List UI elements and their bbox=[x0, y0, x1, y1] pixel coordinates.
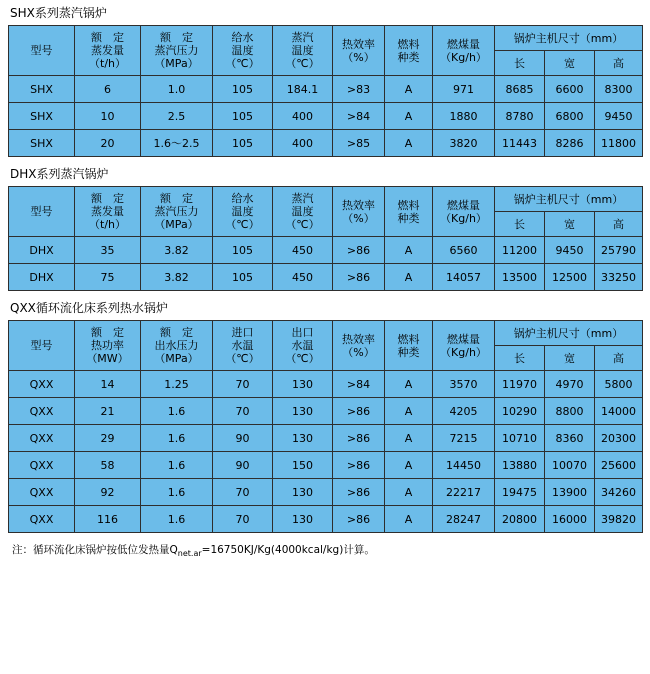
th-capacity: 额 定 蒸发量 （t/h） bbox=[75, 26, 141, 76]
cell-coal-consumption: 28247 bbox=[433, 506, 495, 533]
table-header-row bbox=[9, 321, 643, 346]
cell-efficiency: >86 bbox=[333, 479, 385, 506]
table-row bbox=[9, 425, 643, 452]
cell-coal-consumption: 14057 bbox=[433, 264, 495, 291]
cell-capacity: 6 bbox=[75, 76, 141, 103]
th-fuel-type: 燃料 种类 bbox=[385, 26, 433, 76]
cell-outlet-pressure: 1.6 bbox=[141, 425, 213, 452]
section-shx bbox=[8, 6, 642, 157]
cell-dim-width: 8286 bbox=[545, 130, 595, 157]
cell-dim-width: 6800 bbox=[545, 103, 595, 130]
cell-coal-consumption: 971 bbox=[433, 76, 495, 103]
th-dim-height: 高 bbox=[595, 51, 643, 76]
table-row bbox=[9, 103, 643, 130]
th-dim-width: 宽 bbox=[545, 51, 595, 76]
cell-dim-width: 13900 bbox=[545, 479, 595, 506]
th-feedwater-temp: 给水 温度 （℃） bbox=[213, 187, 273, 237]
cell-capacity: 10 bbox=[75, 103, 141, 130]
cell-dim-height: 25790 bbox=[595, 237, 643, 264]
cell-pressure: 3.82 bbox=[141, 264, 213, 291]
cell-feedwater-temp: 105 bbox=[213, 237, 273, 264]
cell-thermal-power: 29 bbox=[75, 425, 141, 452]
cell-outlet-water-temp: 130 bbox=[273, 479, 333, 506]
cell-fuel-type: A bbox=[385, 452, 433, 479]
section-title-qxx: QXX循环流化床系列热水锅炉 bbox=[10, 301, 168, 315]
cell-dim-width: 16000 bbox=[545, 506, 595, 533]
cell-steam-temp: 400 bbox=[273, 103, 333, 130]
cell-efficiency: >83 bbox=[333, 76, 385, 103]
table-row bbox=[9, 237, 643, 264]
footnote-prefix: 注： bbox=[12, 544, 33, 556]
cell-dim-height: 20300 bbox=[595, 425, 643, 452]
table-row bbox=[9, 76, 643, 103]
cell-steam-temp: 450 bbox=[273, 237, 333, 264]
cell-outlet-water-temp: 130 bbox=[273, 398, 333, 425]
cell-dim-length: 13880 bbox=[495, 452, 545, 479]
cell-fuel-type: A bbox=[385, 264, 433, 291]
cell-pressure: 3.82 bbox=[141, 237, 213, 264]
th-dim-width: 宽 bbox=[545, 346, 595, 371]
cell-feedwater-temp: 105 bbox=[213, 130, 273, 157]
section-dhx bbox=[8, 167, 642, 291]
cell-pressure: 1.0 bbox=[141, 76, 213, 103]
cell-dim-width: 8800 bbox=[545, 398, 595, 425]
cell-feedwater-temp: 105 bbox=[213, 103, 273, 130]
cell-efficiency: >86 bbox=[333, 425, 385, 452]
cell-thermal-power: 58 bbox=[75, 452, 141, 479]
cell-coal-consumption: 3820 bbox=[433, 130, 495, 157]
cell-coal-consumption: 14450 bbox=[433, 452, 495, 479]
cell-dim-width: 9450 bbox=[545, 237, 595, 264]
cell-dim-length: 11443 bbox=[495, 130, 545, 157]
cell-dim-length: 13500 bbox=[495, 264, 545, 291]
cell-dim-width: 12500 bbox=[545, 264, 595, 291]
cell-inlet-water-temp: 70 bbox=[213, 398, 273, 425]
th-capacity: 额 定 蒸发量 （t/h） bbox=[75, 187, 141, 237]
th-efficiency: 热效率 （%） bbox=[333, 187, 385, 237]
cell-steam-temp: 400 bbox=[273, 130, 333, 157]
th-inlet-water-temp: 进口 水温 （℃） bbox=[213, 321, 273, 371]
table-header-row bbox=[9, 187, 643, 212]
th-pressure: 额 定 蒸汽压力 （MPa） bbox=[141, 26, 213, 76]
footnote-text-before: 循环流化床锅炉按低位发热量Q bbox=[33, 544, 178, 556]
cell-inlet-water-temp: 70 bbox=[213, 371, 273, 398]
cell-fuel-type: A bbox=[385, 371, 433, 398]
cell-efficiency: >86 bbox=[333, 237, 385, 264]
th-steam-temp: 蒸汽 温度 （℃） bbox=[273, 187, 333, 237]
table-dhx bbox=[8, 186, 643, 291]
th-dim-length: 长 bbox=[495, 346, 545, 371]
th-steam-temp: 蒸汽 温度 （℃） bbox=[273, 26, 333, 76]
table-row bbox=[9, 264, 643, 291]
cell-thermal-power: 116 bbox=[75, 506, 141, 533]
cell-fuel-type: A bbox=[385, 425, 433, 452]
cell-inlet-water-temp: 70 bbox=[213, 479, 273, 506]
section-title-shx: SHX系列蒸汽锅炉 bbox=[10, 6, 107, 20]
cell-coal-consumption: 7215 bbox=[433, 425, 495, 452]
cell-efficiency: >86 bbox=[333, 264, 385, 291]
cell-coal-consumption: 6560 bbox=[433, 237, 495, 264]
cell-fuel-type: A bbox=[385, 76, 433, 103]
cell-fuel-type: A bbox=[385, 398, 433, 425]
th-dimensions-group: 锅炉主机尺寸（mm） bbox=[495, 321, 643, 346]
cell-dim-length: 10290 bbox=[495, 398, 545, 425]
cell-outlet-water-temp: 150 bbox=[273, 452, 333, 479]
footnote-subscript: net.ar bbox=[177, 549, 202, 559]
cell-model: QXX bbox=[9, 452, 75, 479]
footnote-text-after: =16750KJ/Kg(4000kcal/kg)计算。 bbox=[201, 544, 375, 556]
cell-dim-height: 34260 bbox=[595, 479, 643, 506]
cell-capacity: 75 bbox=[75, 264, 141, 291]
cell-dim-height: 25600 bbox=[595, 452, 643, 479]
cell-dim-height: 39820 bbox=[595, 506, 643, 533]
th-coal-consumption: 燃煤量 （Kg/h） bbox=[433, 321, 495, 371]
cell-steam-temp: 184.1 bbox=[273, 76, 333, 103]
cell-outlet-water-temp: 130 bbox=[273, 506, 333, 533]
cell-dim-height: 11800 bbox=[595, 130, 643, 157]
th-dim-height: 高 bbox=[595, 346, 643, 371]
table-shx bbox=[8, 25, 643, 157]
th-fuel-type: 燃料 种类 bbox=[385, 187, 433, 237]
th-feedwater-temp: 给水 温度 （℃） bbox=[213, 26, 273, 76]
cell-dim-width: 10070 bbox=[545, 452, 595, 479]
cell-model: DHX bbox=[9, 264, 75, 291]
section-title-dhx: DHX系列蒸汽锅炉 bbox=[10, 167, 109, 181]
cell-dim-height: 9450 bbox=[595, 103, 643, 130]
cell-efficiency: >84 bbox=[333, 103, 385, 130]
cell-fuel-type: A bbox=[385, 479, 433, 506]
footnote bbox=[12, 543, 642, 561]
cell-fuel-type: A bbox=[385, 237, 433, 264]
table-row bbox=[9, 371, 643, 398]
th-efficiency: 热效率 （%） bbox=[333, 321, 385, 371]
cell-dim-length: 11200 bbox=[495, 237, 545, 264]
th-outlet-water-temp: 出口 水温 （℃） bbox=[273, 321, 333, 371]
cell-dim-height: 33250 bbox=[595, 264, 643, 291]
cell-dim-length: 10710 bbox=[495, 425, 545, 452]
cell-feedwater-temp: 105 bbox=[213, 76, 273, 103]
cell-outlet-pressure: 1.6 bbox=[141, 479, 213, 506]
th-model: 型号 bbox=[9, 26, 75, 76]
th-dim-length: 长 bbox=[495, 212, 545, 237]
cell-inlet-water-temp: 90 bbox=[213, 425, 273, 452]
th-model: 型号 bbox=[9, 187, 75, 237]
cell-outlet-pressure: 1.6 bbox=[141, 398, 213, 425]
th-dimensions-group: 锅炉主机尺寸（mm） bbox=[495, 187, 643, 212]
cell-efficiency: >86 bbox=[333, 506, 385, 533]
cell-efficiency: >85 bbox=[333, 130, 385, 157]
cell-capacity: 35 bbox=[75, 237, 141, 264]
section-qxx bbox=[8, 301, 642, 533]
cell-fuel-type: A bbox=[385, 103, 433, 130]
cell-outlet-water-temp: 130 bbox=[273, 371, 333, 398]
cell-efficiency: >86 bbox=[333, 452, 385, 479]
th-dim-height: 高 bbox=[595, 212, 643, 237]
cell-dim-height: 5800 bbox=[595, 371, 643, 398]
cell-model: QXX bbox=[9, 506, 75, 533]
table-row bbox=[9, 506, 643, 533]
cell-outlet-pressure: 1.6 bbox=[141, 506, 213, 533]
cell-inlet-water-temp: 70 bbox=[213, 506, 273, 533]
th-dim-width: 宽 bbox=[545, 212, 595, 237]
th-coal-consumption: 燃煤量 （Kg/h） bbox=[433, 26, 495, 76]
cell-pressure: 1.6～2.5 bbox=[141, 130, 213, 157]
th-outlet-pressure: 额 定 出水压力 （MPa） bbox=[141, 321, 213, 371]
cell-model: SHX bbox=[9, 103, 75, 130]
cell-model: QXX bbox=[9, 425, 75, 452]
cell-model: SHX bbox=[9, 76, 75, 103]
cell-model: SHX bbox=[9, 130, 75, 157]
cell-dim-width: 6600 bbox=[545, 76, 595, 103]
cell-pressure: 2.5 bbox=[141, 103, 213, 130]
cell-capacity: 20 bbox=[75, 130, 141, 157]
cell-coal-consumption: 4205 bbox=[433, 398, 495, 425]
cell-dim-height: 8300 bbox=[595, 76, 643, 103]
cell-outlet-water-temp: 130 bbox=[273, 425, 333, 452]
cell-dim-height: 14000 bbox=[595, 398, 643, 425]
th-coal-consumption: 燃煤量 （Kg/h） bbox=[433, 187, 495, 237]
th-pressure: 额 定 蒸汽压力 （MPa） bbox=[141, 187, 213, 237]
th-dim-length: 长 bbox=[495, 51, 545, 76]
cell-inlet-water-temp: 90 bbox=[213, 452, 273, 479]
cell-dim-length: 8685 bbox=[495, 76, 545, 103]
cell-coal-consumption: 1880 bbox=[433, 103, 495, 130]
cell-fuel-type: A bbox=[385, 130, 433, 157]
table-row bbox=[9, 479, 643, 506]
cell-model: QXX bbox=[9, 398, 75, 425]
th-thermal-power: 额 定 热功率 （MW） bbox=[75, 321, 141, 371]
cell-model: QXX bbox=[9, 479, 75, 506]
table-header-row bbox=[9, 26, 643, 51]
table-row bbox=[9, 398, 643, 425]
th-efficiency: 热效率 （%） bbox=[333, 26, 385, 76]
th-dimensions-group: 锅炉主机尺寸（mm） bbox=[495, 26, 643, 51]
cell-dim-length: 20800 bbox=[495, 506, 545, 533]
cell-efficiency: >86 bbox=[333, 398, 385, 425]
cell-thermal-power: 14 bbox=[75, 371, 141, 398]
cell-thermal-power: 92 bbox=[75, 479, 141, 506]
th-model: 型号 bbox=[9, 321, 75, 371]
cell-outlet-pressure: 1.25 bbox=[141, 371, 213, 398]
cell-model: DHX bbox=[9, 237, 75, 264]
table-qxx bbox=[8, 320, 643, 533]
cell-dim-length: 19475 bbox=[495, 479, 545, 506]
cell-dim-length: 8780 bbox=[495, 103, 545, 130]
cell-thermal-power: 21 bbox=[75, 398, 141, 425]
cell-coal-consumption: 3570 bbox=[433, 371, 495, 398]
cell-model: QXX bbox=[9, 371, 75, 398]
cell-dim-width: 8360 bbox=[545, 425, 595, 452]
cell-dim-width: 4970 bbox=[545, 371, 595, 398]
cell-fuel-type: A bbox=[385, 506, 433, 533]
cell-dim-length: 11970 bbox=[495, 371, 545, 398]
cell-efficiency: >84 bbox=[333, 371, 385, 398]
cell-outlet-pressure: 1.6 bbox=[141, 452, 213, 479]
cell-coal-consumption: 22217 bbox=[433, 479, 495, 506]
cell-steam-temp: 450 bbox=[273, 264, 333, 291]
table-row bbox=[9, 130, 643, 157]
cell-feedwater-temp: 105 bbox=[213, 264, 273, 291]
table-row bbox=[9, 452, 643, 479]
th-fuel-type: 燃料 种类 bbox=[385, 321, 433, 371]
